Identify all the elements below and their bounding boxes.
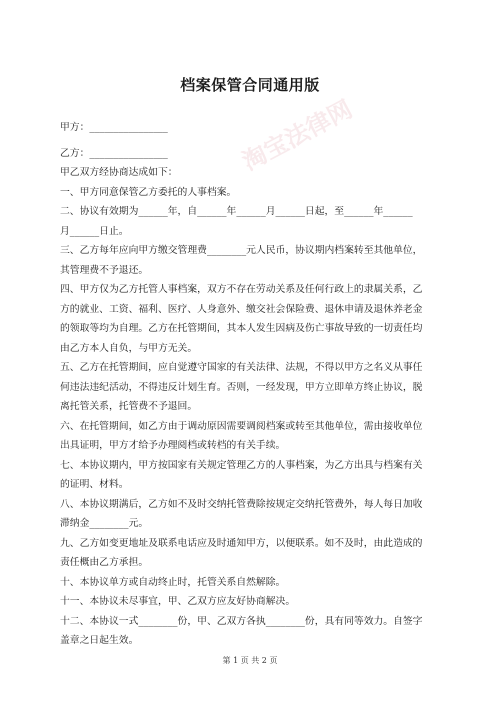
body-line: 的领取等均为自理。乙方在托管期间，其本人发生因病及伤亡事故导致的一切责任均 xyxy=(60,323,423,334)
body-line: 方的就业、工资、福利、医疗、人身意外、缴交社会保险费、退休申请及退休养老金 xyxy=(60,303,423,315)
body-line: 三、乙方每年应向甲方缴交管理费________元人民币，协议期内档案转至其他单位， xyxy=(60,245,423,256)
body-line: 五、乙方在托管期间，应自觉遵守国家的有关法律、法规，不得以甲方之名义从事任 xyxy=(60,362,423,373)
body-line: 八、本协议期满后，乙方如不及时交纳托管费除按规定交纳托管费外，每人每日加收 xyxy=(60,498,423,510)
body-line: 出具证明，甲方才给予办理阅档或转档的有关手续。 xyxy=(60,440,286,451)
body-line: 九、乙方如变更地址及联系电话应及时通知甲方，以便联系。如不及时，由此造成的 xyxy=(60,537,423,549)
body-line: 乙方：________________ xyxy=(60,147,168,159)
body-line: 十、本协议单方或自动终止时，托管关系自然解除。 xyxy=(60,576,286,588)
watermark: 淘宝法律网 xyxy=(237,94,357,177)
page-number: 第 1 页 共 2 页 xyxy=(222,656,278,665)
body-line: 滞纳金________元。 xyxy=(60,518,149,529)
body-line: 责任概由乙方承担。 xyxy=(60,557,149,568)
body-line: 十一、本协议未尽事宜，甲、乙双方应友好协商解决。 xyxy=(60,596,296,607)
body-line: 七、本协议期内，甲方按国家有关规定管理乙方的人事档案，为乙方出具与档案有关 xyxy=(60,459,423,471)
body-line: 何违法违纪活动，不得违反计划生育。否则，一经发现，甲方立即单方终止协议，脱 xyxy=(60,381,423,393)
body-line: 甲乙双方经协商达成如下： xyxy=(60,167,178,178)
body-line: 甲方：________________ xyxy=(60,122,168,133)
document-body xyxy=(60,118,444,651)
body-line: 六、在托管期间，如乙方由于调动原因需要调阅档案或转至其他单位，需由接收单位 xyxy=(60,420,423,432)
body-line: 由乙方本人自负，与甲方无关。 xyxy=(60,342,198,354)
body-line: 二、协议有效期为______年，自______年______月______日起，至______年______ xyxy=(60,206,413,217)
body-line: 一、甲方同意保管乙方委托的人事档案。 xyxy=(60,186,237,198)
body-line: 盖章之日起生效。 xyxy=(60,635,139,646)
body-line: 离托管关系，托管费不予退回。 xyxy=(60,401,198,412)
body-line: 四、甲方仅为乙方托管人事档案，双方不存在劳动关系及任何行政上的隶属关系，乙 xyxy=(60,284,423,295)
body-line: 其管理费不予退还。 xyxy=(60,264,149,276)
document-title: 档案保管合同通用版 xyxy=(180,76,320,94)
body-line: 月______日止。 xyxy=(60,225,129,237)
body-line: 十二、本协议一式________份，甲、乙双方各执________份，具有同等效力。自签字 xyxy=(60,615,423,627)
body-line: 的证明、材料。 xyxy=(60,479,129,490)
